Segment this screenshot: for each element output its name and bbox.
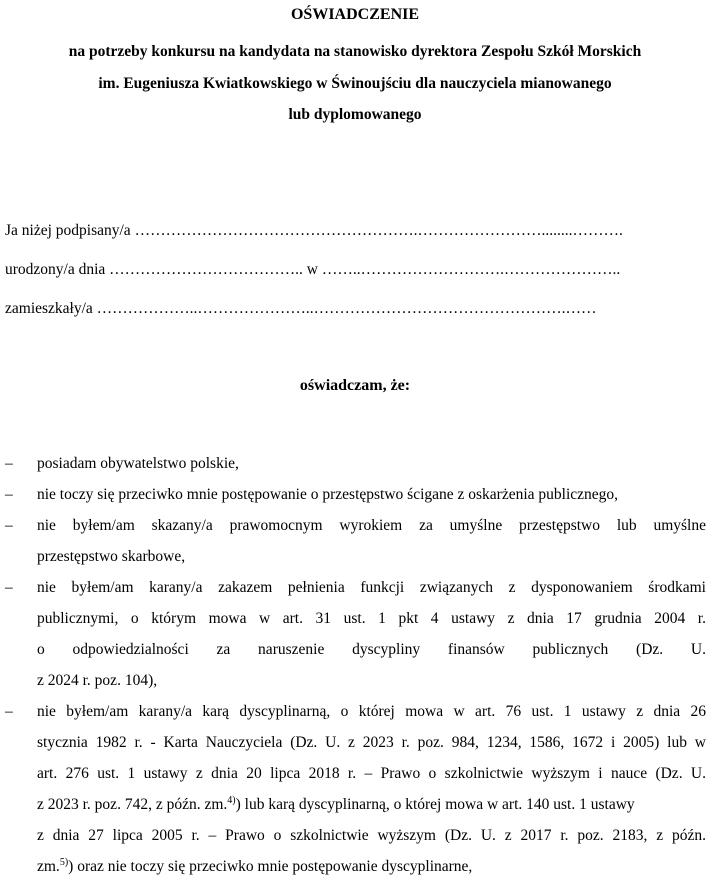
- subtitle-line-3: lub dyplomowanego: [288, 106, 422, 123]
- text-span: ) oraz nie toczy się przeciwko mnie postępowanie dyscyplinarne,: [68, 858, 473, 875]
- document-title: OŚWIADCZENIE: [290, 6, 420, 23]
- list-item-text: nie byłem/am karany/a zakazem pełnienia funkcji związanych z dysponowaniem środkami: [37, 579, 706, 596]
- text-span: zm.: [37, 858, 60, 875]
- list-item-text: z dnia 27 lipca 2005 r. – Prawo o szkolnictwie wyższym (Dz. U. z 2017 r. poz. 2183, z późn.: [37, 827, 706, 844]
- list-item-text: przestępstwo skarbowe,: [37, 548, 186, 565]
- list-dash: –: [5, 517, 13, 534]
- list-dash: –: [5, 579, 13, 596]
- list-dash: –: [5, 455, 13, 472]
- footnote-marker-5: 5): [59, 856, 69, 868]
- list-item-text: publicznymi, o którym mowa w art. 31 ust. 1 pkt 4 ustawy z dnia 17 grudnia 2004 r.: [37, 610, 706, 627]
- list-item-text: stycznia 1982 r. - Karta Nauczyciela (Dz. U. z 2023 r. poz. 984, 1234, 1586, 1672 i 2005) lub w: [37, 734, 706, 751]
- birth-field-line: urodzony/a dnia ……………………………….. w ……..……………………….…………………..: [5, 261, 621, 278]
- list-item-text: nie toczy się przeciwko mnie postępowanie o przestępstwo ścigane z oskarżenia publicznego,: [37, 486, 619, 503]
- text-span: z 2023 r. poz. 742, z późn. zm.: [37, 796, 228, 813]
- list-item-text: posiadam obywatelstwo polskie,: [37, 455, 239, 472]
- list-item-text: [37, 796, 706, 814]
- list-dash: –: [5, 486, 13, 503]
- list-item-text: o odpowiedzialności za naruszenie dyscypliny finansów publicznych (Dz. U.: [37, 641, 706, 658]
- subtitle-line-1: na potrzeby konkursu na kandydata na stanowisko dyrektora Zespołu Szkół Morskich: [68, 43, 642, 60]
- list-item-text: z 2024 r. poz. 104),: [37, 672, 158, 689]
- text-span: ) lub karą dyscyplinarną, o której mowa w art. 140 ust. 1 ustawy: [235, 796, 635, 813]
- subtitle-line-2: im. Eugeniusza Kwiatkowskiego w Świnoujściu dla nauczyciela mianowanego: [98, 75, 612, 92]
- name-field-line: Ja niżej podpisany/a ……………………………………………….……………………........……….: [5, 222, 623, 239]
- list-dash: –: [5, 703, 13, 720]
- list-item-text: [37, 858, 706, 876]
- list-item-text: nie byłem/am skazany/a prawomocnym wyrokiem za umyślne przestępstwo lub umyślne: [37, 517, 706, 534]
- list-item-text: art. 276 ust. 1 ustawy z dnia 20 lipca 2018 r. – Prawo o szkolnictwie wyższym i nauce (Dz. U.: [37, 765, 706, 782]
- list-item-text: nie byłem/am karany/a karą dyscyplinarną, o której mowa w art. 76 ust. 1 ustawy z dnia 26: [37, 703, 706, 720]
- address-field-line: zamieszkały/a ………………..…………………..………………………………………….……: [5, 300, 597, 317]
- declaration-heading: oświadczam, że:: [299, 377, 411, 394]
- footnote-marker-4: 4): [227, 794, 236, 806]
